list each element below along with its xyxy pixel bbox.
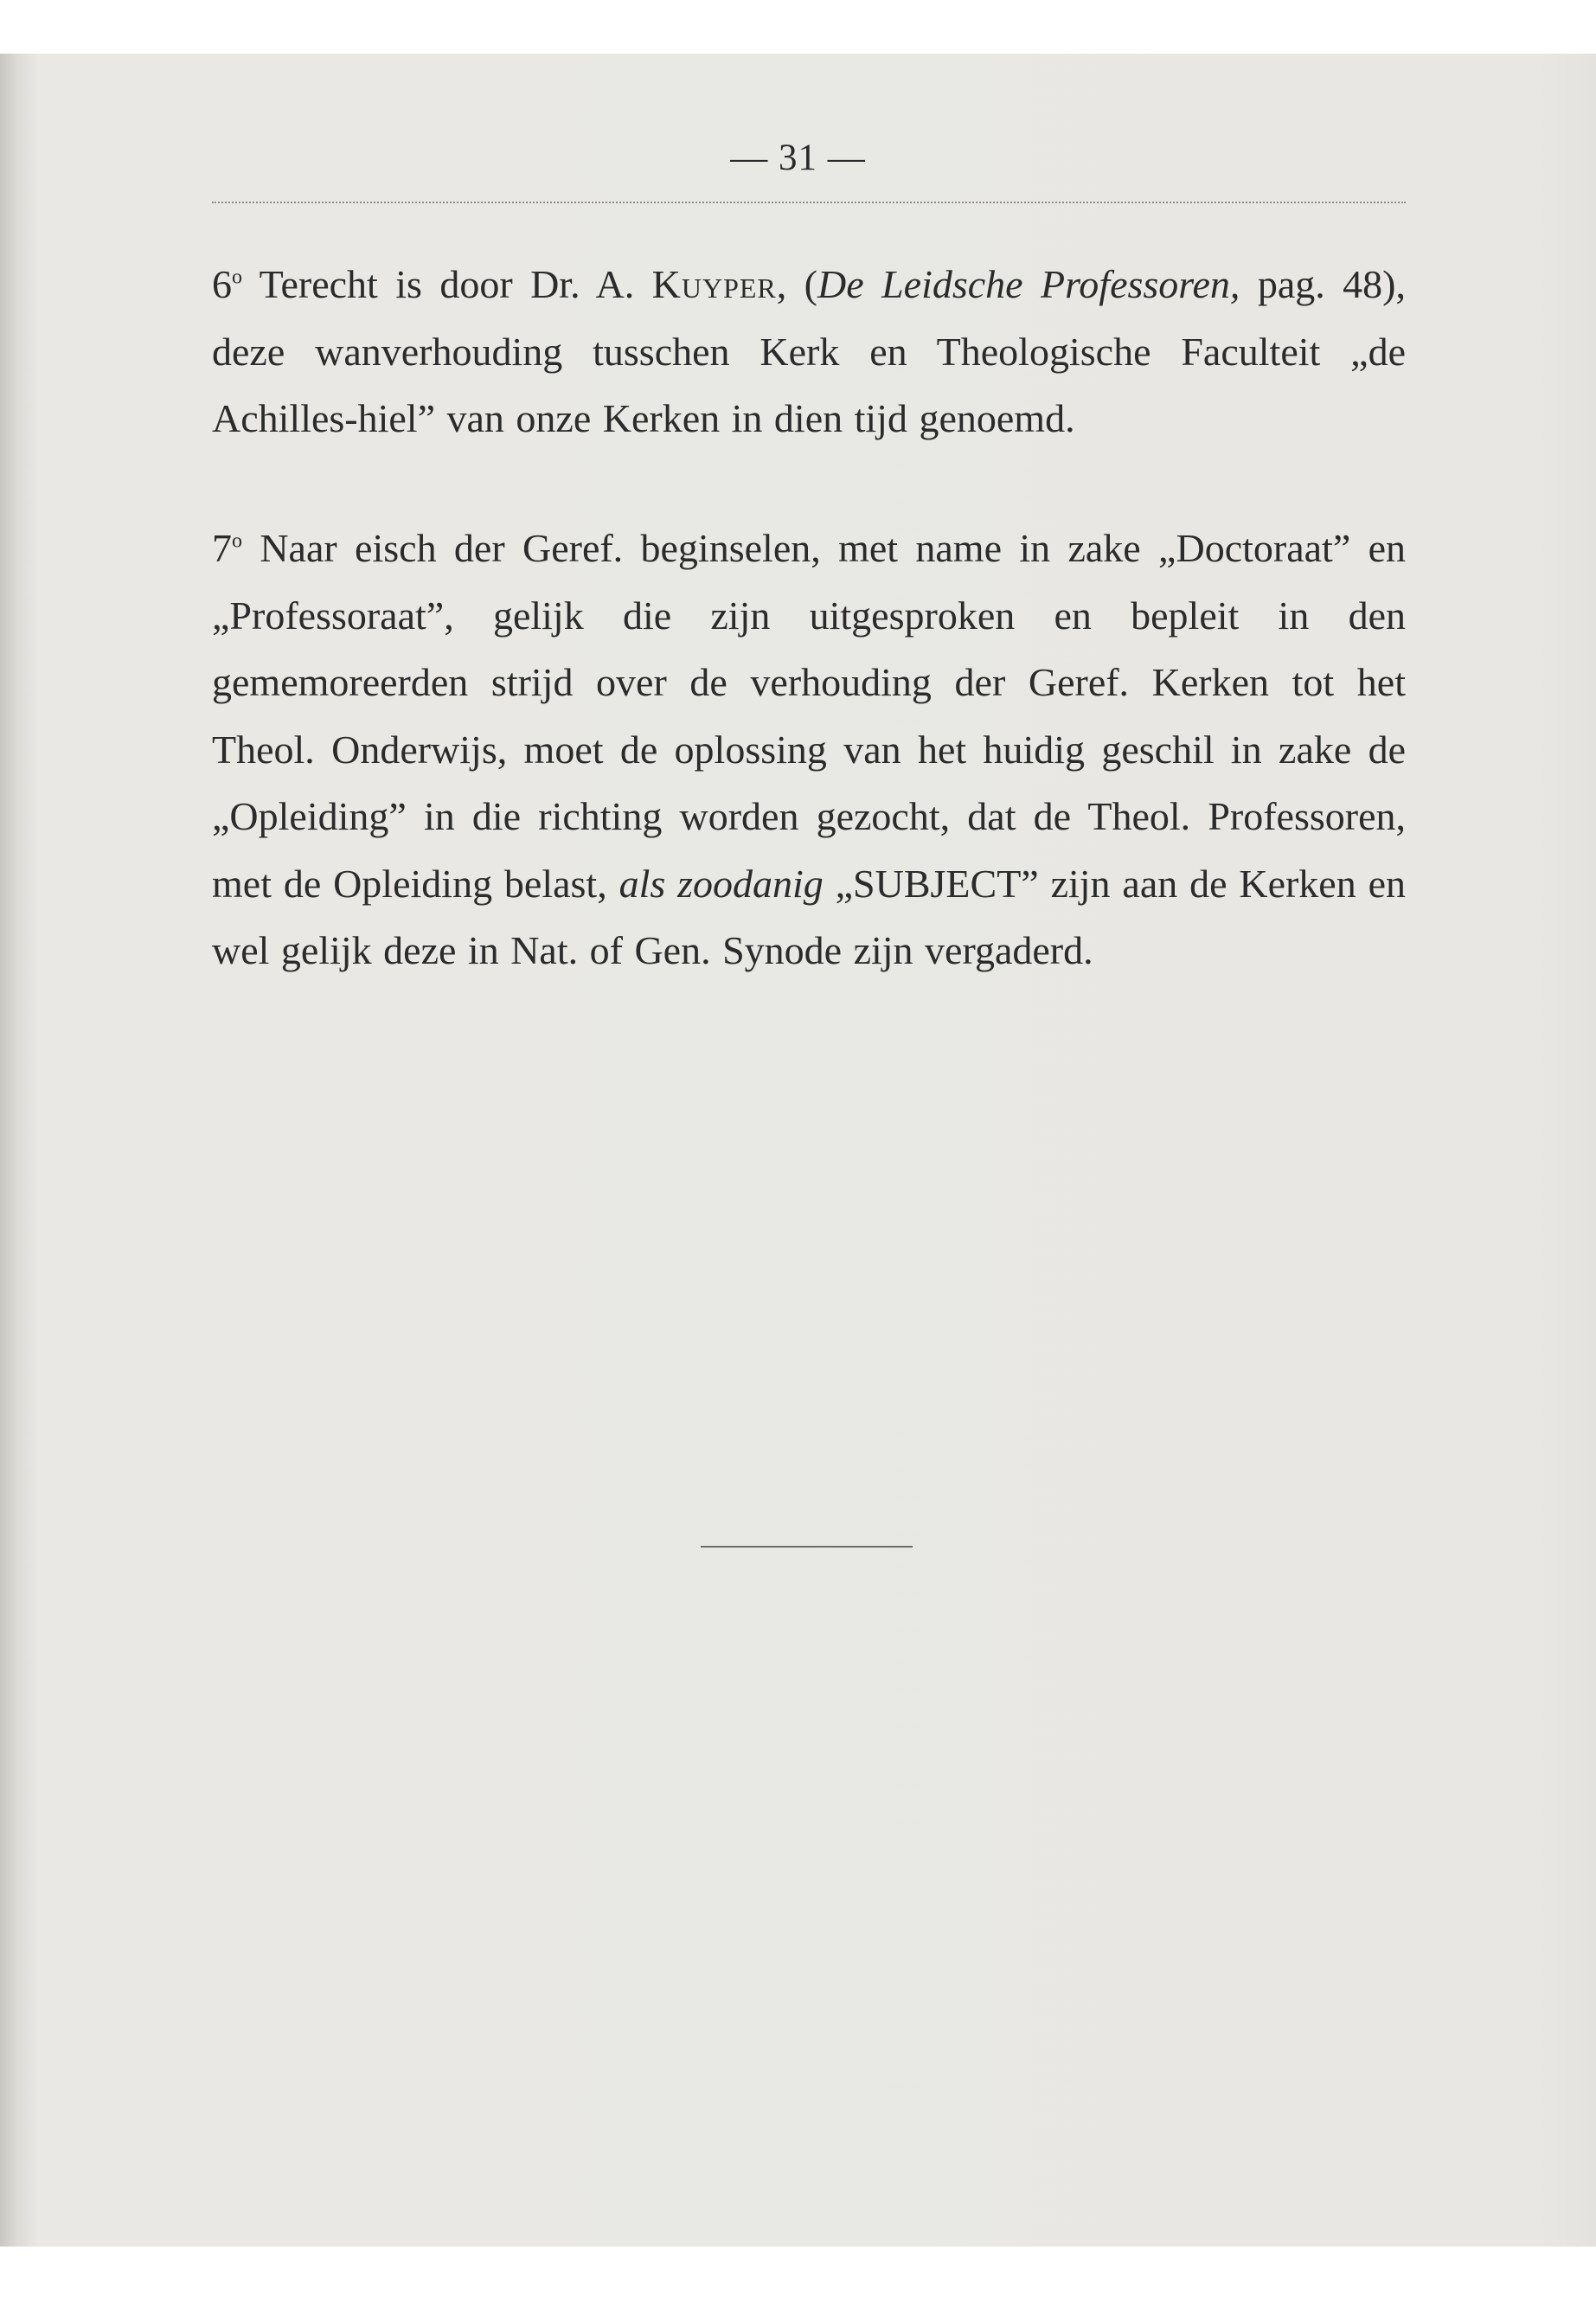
paragraph-text: Terecht is door Dr. A.	[242, 262, 652, 306]
paragraph-number: 6$^o$	[212, 262, 242, 306]
paragraph-number: 7$^o$	[212, 526, 242, 570]
book-title: De Leidsche Professoren,	[817, 262, 1240, 306]
paragraph-text: „SUBJECT” zijn aan de Kerken en wel gelijk deze in Nat. of Gen. Synode zijn vergaderd.	[212, 861, 1406, 972]
paragraph-text: pag. 48), deze wanverhouding tusschen Kerk en Theologische Faculteit „de Achilles-hiel” van onze Kerken in dien tijd genoemd.	[212, 262, 1406, 440]
page-number: — 31 —	[730, 138, 866, 178]
paragraph-text: , (	[776, 262, 818, 306]
paragraph-text: Naar eisch der Geref. beginselen, met name in zake „Doctoraat” en „Professoraat”, gelijk die zijn uitgesproken en bepleit in den gememoreerden strijd over de verhouding der Geref. Kerken tot het Theol. Onderwijs, moet de oplossing van het huidig geschil in zake de „Opleiding” in die richting worden gezocht, dat de Theol. Professoren, met de Opleiding belast,	[212, 526, 1406, 906]
author-name: Kuyper	[651, 262, 777, 306]
end-rule	[701, 1546, 913, 1548]
paragraph-6	[212, 251, 1406, 452]
paragraph-7	[212, 515, 1406, 984]
emphasis-text: als zoodanig	[619, 861, 824, 906]
header-dotted-rule	[212, 202, 1406, 203]
